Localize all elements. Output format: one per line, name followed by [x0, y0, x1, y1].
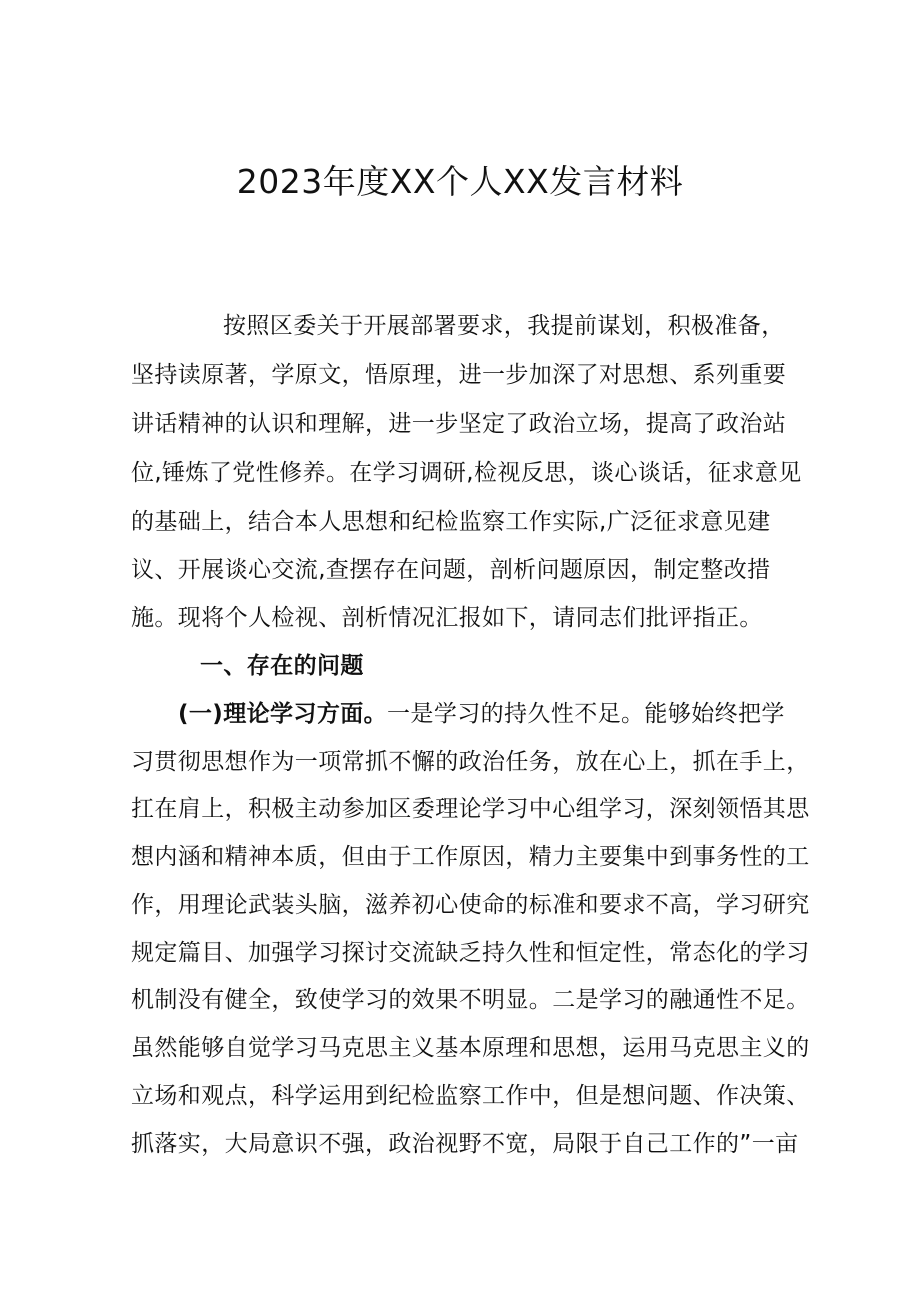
paragraph-line: 施。现将个人检视、剖析情况汇报如下，请同志们批评指正。 — [131, 605, 763, 631]
paragraph-line — [178, 697, 785, 731]
paragraph-line: 规定篇目、加强学习探讨交流缺乏持久性和恒定性，常态化的学习 — [131, 940, 810, 966]
paragraph-line: 抓落实，大局意识不强，政治视野不宽，局限于自己工作的”一亩 — [131, 1131, 799, 1157]
paragraph-line: 虽然能够自觉学习马克思主义基本原理和思想，运用马克思主义的 — [131, 1035, 810, 1061]
sub-heading: (一)理论学习方面。 — [178, 701, 388, 727]
paragraph-line: 机制没有健全，致使学习的效果不明显。二是学习的融通性不足。 — [131, 987, 810, 1013]
paragraph-line: 扛在肩上，积极主动参加区委理论学习中心组学习，深刻领悟其思 — [131, 796, 810, 822]
document-title: 2023年度XX个人XX发言材料 — [236, 162, 684, 201]
paragraph-line: 作，用理论武装头脑，滋养初心使命的标准和要求不高，学习研究 — [131, 892, 810, 918]
paragraph-line: 想内涵和精神本质，但由于工作原因，精力主要集中到事务性的工 — [131, 844, 810, 870]
paragraph-line: 立场和观点，科学运用到纪检监察工作中，但是想问题、作决策、 — [131, 1083, 810, 1109]
paragraph-line: 习贯彻思想作为一项常抓不懈的政治任务，放在心上，抓在手上， — [131, 749, 810, 775]
paragraph-line: 按照区委关于开展部署要求，我提前谋划，积极准备， — [223, 313, 785, 339]
paragraph-line: 讲话精神的认识和理解，进一步坚定了政治立场，提高了政治站 — [131, 411, 787, 437]
paragraph-line: 坚持读原著，学原文，悟原理，进一步加深了对思想、系列重要 — [131, 362, 787, 388]
paragraph-line: 议、开展谈心交流,查摆存在问题，剖析问题原因，制定整改措 — [131, 557, 771, 583]
section-heading: 一、存在的问题 — [200, 653, 364, 679]
paragraph-line: 位,锤炼了党性修养。在学习调研,检视反思，谈心谈话，征求意见 — [131, 460, 802, 486]
paragraph-text: 一是学习的持久性不足。能够始终把学 — [387, 701, 785, 727]
paragraph-line: 的基础上，结合本人思想和纪检监察工作实际,广泛征求意见建 — [131, 509, 771, 535]
